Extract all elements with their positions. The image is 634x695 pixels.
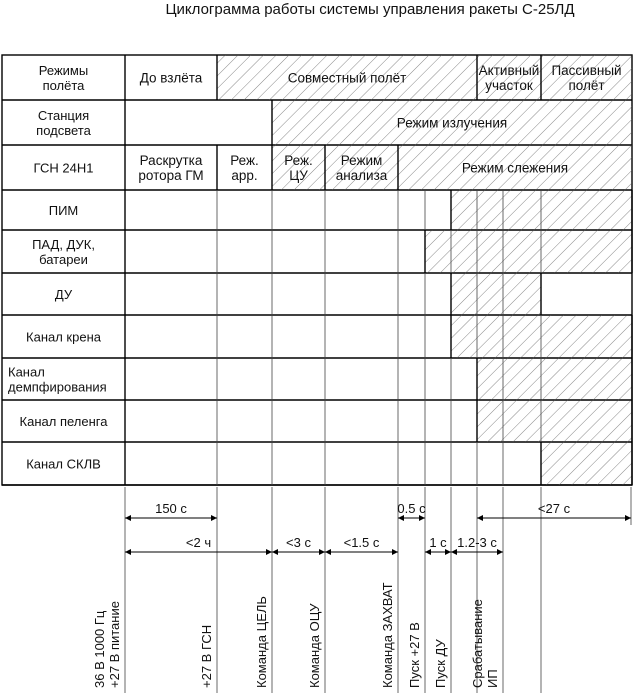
event-label: Пуск ДУ [433, 639, 448, 688]
event-label: Команда ЦЕЛЬ [254, 596, 269, 688]
cell-label [479, 63, 540, 93]
row-label: батареи [39, 252, 88, 267]
hatched-cell [477, 400, 632, 442]
cell-label [336, 153, 388, 183]
cell-text: Режим [340, 153, 383, 168]
row-label: Режимы [38, 63, 89, 78]
event-label: Команда ЗАХВАТ [380, 582, 395, 688]
row-label: демпфирования [8, 379, 107, 395]
cell-text: ротора ГМ [138, 168, 204, 183]
row-label: ПАД, ДУК, [32, 237, 95, 252]
arrow-head [625, 515, 631, 521]
row-label: Станция [37, 108, 90, 123]
event-labels [92, 582, 500, 688]
arrow-head [497, 549, 503, 555]
row-label: подсвета [36, 123, 91, 138]
row-label: Канал пеленга [19, 414, 108, 429]
duration-label: <27 с [537, 501, 571, 516]
cell-label [138, 153, 203, 183]
row-label: ДУ [54, 287, 73, 302]
cell-text: Режим излучения [396, 115, 508, 131]
arrow-head [451, 549, 457, 555]
cell-text: анализа [335, 168, 388, 183]
duration-label: <2 ч [185, 535, 212, 550]
cell-label [288, 71, 407, 86]
row-label: полёта [42, 78, 85, 93]
event-label: Команда ОЦУ [307, 603, 322, 688]
arrow-head [392, 549, 398, 555]
hatched-cell [451, 273, 541, 315]
grid [2, 55, 632, 485]
row-label: ПИМ [48, 203, 79, 218]
cell-text: Раскрутка [139, 153, 203, 168]
event-label: +27 В питание [107, 601, 122, 688]
arrow-head [211, 515, 217, 521]
cell-text: Совместный полёт [287, 70, 407, 86]
row-label: ГСН 24Н1 [33, 160, 94, 176]
row-label: Канал СКЛВ [26, 456, 101, 472]
cell-label [230, 153, 259, 183]
cell-text: Реж. [284, 153, 313, 168]
arrow-head [477, 515, 483, 521]
cell-label [462, 161, 568, 176]
arrow-head [325, 549, 331, 555]
event-label: 36 В 1000 Гц [92, 610, 107, 688]
duration-label: 150 с [155, 501, 187, 516]
cell-text: Активный [478, 63, 540, 78]
diagram-title: Циклограмма работы системы управления ракеты С-25ЛД [165, 1, 575, 18]
duration-label: 0.5 с [397, 501, 426, 516]
cell-text: ЦУ [289, 168, 308, 183]
row-label: Канал крена [26, 329, 101, 345]
cell-label [397, 116, 507, 131]
event-label: Пуск +27 В [407, 622, 422, 688]
duration-label: <1.5 с [343, 535, 380, 550]
cell-label [140, 71, 203, 86]
duration-label: 1.2-3 с [457, 535, 497, 550]
hatched-cell [477, 358, 632, 400]
cell-text: арр. [231, 168, 258, 183]
cell-text: полёт [568, 78, 605, 93]
event-label: Срабатывание [470, 599, 485, 688]
cell-text: участок [485, 78, 533, 93]
arrow-head [319, 549, 325, 555]
event-label: ИП [485, 669, 500, 688]
hatched-cell [451, 315, 632, 358]
arrow-head [272, 549, 278, 555]
hatched-cell [541, 442, 632, 485]
cell-text: Режим слежения [461, 160, 569, 176]
arrow-head [125, 549, 131, 555]
arrow-head [266, 549, 272, 555]
hatched-cell [451, 190, 632, 230]
row-label: Канал [8, 364, 45, 380]
event-label: +27 В ГСН [199, 624, 214, 688]
arrow-head [125, 515, 131, 521]
cell-text: Реж. [230, 153, 259, 168]
duration-label: <3 с [286, 535, 311, 550]
duration-label: 1 с [429, 535, 447, 550]
hatched-cell [425, 230, 632, 273]
cell-text: Пассивный [551, 63, 622, 78]
cell-text: До взлёта [139, 70, 203, 86]
